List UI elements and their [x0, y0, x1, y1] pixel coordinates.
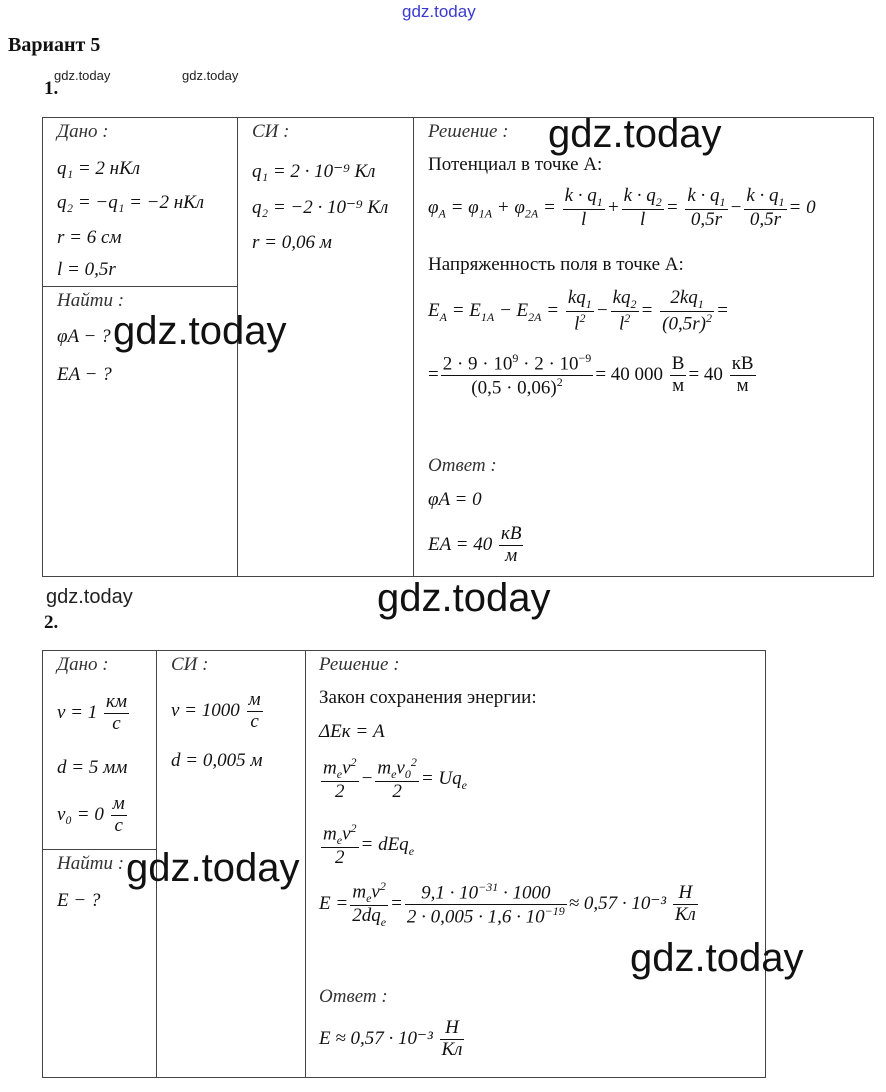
p2-given-v0: v₀ = 0 $\frac{м}{с}$ — [57, 793, 125, 836]
variant-title: Вариант 5 — [8, 34, 101, 56]
p2-given-label: Дано : — [57, 654, 109, 675]
p2-field-calc: E = $\frac{m_ev^2}{2dq_e}$ = $\frac{9,1 \cdot 10^{-31} \cdot 1000}{2 \cdot 0,005 \cdot 1,6 \cdot 10^{-19}}$ ≈ 0,57 · 10⁻³ $\frac{Н}{Кл}$ — [319, 879, 696, 930]
p1-answer-phi: φA = 0 — [428, 489, 482, 510]
p2-given-d: d = 5 мм — [57, 757, 128, 778]
p1-si-label: СИ : — [252, 121, 290, 142]
watermark-small-2: gdz.today — [182, 68, 239, 83]
p2-solution-line1: Закон сохранения энергии: — [319, 687, 537, 708]
p2-si-label: СИ : — [171, 654, 209, 675]
p1-solution-line2: Напряженность поля в точке A: — [428, 254, 684, 275]
p1-solution-line1: Потенциал в точке A: — [428, 154, 603, 175]
p1-answer-label: Ответ : — [428, 455, 497, 476]
problem2-number: 2. — [44, 612, 59, 633]
p2-solution-label: Решение : — [319, 654, 400, 675]
watermark-large-5: gdz.today — [630, 936, 804, 980]
p1-si-r: r = 0,06 м — [252, 232, 332, 253]
p2-energy-eq: ΔEк = A — [319, 721, 385, 742]
p1-si-q1: q₁ = 2 · 10⁻⁹ Кл — [252, 161, 376, 182]
p2-field-relation: $\frac{m_ev^2}{2}$ = dEq$_e$ — [323, 821, 415, 869]
p1-given-l: l = 0,5r — [57, 259, 116, 280]
p1-given-r: r = 6 см — [57, 227, 122, 248]
p2-si-d: d = 0,005 м — [171, 750, 263, 771]
problem1-number: 1. — [44, 78, 59, 99]
p1-find-label: Найти : — [57, 290, 125, 311]
p1-find-phi: φA − ? — [57, 326, 111, 347]
p1-field-formula: $E_A = E_{1A} - E_{2A}$ = $\frac{kq_1}{l^2}$ − $\frac{kq_2}{l^2}$ = $\frac{2kq_1}{(0,5r)^2}$ = — [428, 287, 729, 335]
p2-answer: E ≈ 0,57 · 10⁻³ $\frac{Н}{Кл}$ — [319, 1017, 463, 1060]
p2-energy-formula: $\frac{m_ev^2}{2}$ − $\frac{m_ev_0^2}{2}$ = $Uq_e$ — [323, 755, 467, 803]
watermark-large-1: gdz.today — [548, 112, 722, 156]
p1-given-label: Дано : — [57, 121, 109, 142]
watermark-large-4: gdz.today — [126, 846, 300, 890]
p1-potential-formula: $\varphi_A = \varphi_{1A} + \varphi_{2A}$ = $\frac{k \cdot q_1}{l}$ + $\frac{k \cdot q_2}{l}$ = $\frac{k \cdot q_1}{0,5r}$ − $\frac{k \cdot q_1}{0,5r}$ = 0 — [428, 185, 816, 230]
p1-si-q2: q₂ = −2 · 10⁻⁹ Кл — [252, 197, 389, 218]
watermark-large-2: gdz.today — [113, 309, 287, 353]
watermark-medium: gdz.today — [46, 586, 133, 608]
watermark-top: gdz.today — [402, 2, 476, 21]
p2-si-v: v = 1000 $\frac{м}{с}$ — [171, 689, 261, 732]
p1-solution-label: Решение : — [428, 121, 509, 142]
p2-find-label: Найти : — [57, 853, 125, 874]
watermark-small-1: gdz.today — [54, 68, 111, 83]
p1-field-calc: = $\frac{2 \cdot 9 \cdot 10^9 \cdot 2 \cdot 10^{-9}}{(0,5 \cdot 0,06)^2}$ = 40 000 $\frac{В}{м}$ = 40 $\frac{кВ}{м}$ — [428, 351, 754, 399]
p1-find-e: EA − ? — [57, 364, 112, 385]
p1-given-q2: q₂ = −q₁ = −2 нКл — [57, 192, 205, 213]
p2-given-v: v = 1 $\frac{км}{с}$ — [57, 691, 128, 734]
p1-answer-e: EA = 40 $\frac{кВ}{м}$ — [428, 523, 522, 566]
p2-answer-label: Ответ : — [319, 986, 388, 1007]
p1-given-q1: q₁ = 2 нКл — [57, 158, 141, 179]
p2-find-e: E − ? — [57, 890, 101, 911]
watermark-large-3: gdz.today — [377, 576, 551, 620]
